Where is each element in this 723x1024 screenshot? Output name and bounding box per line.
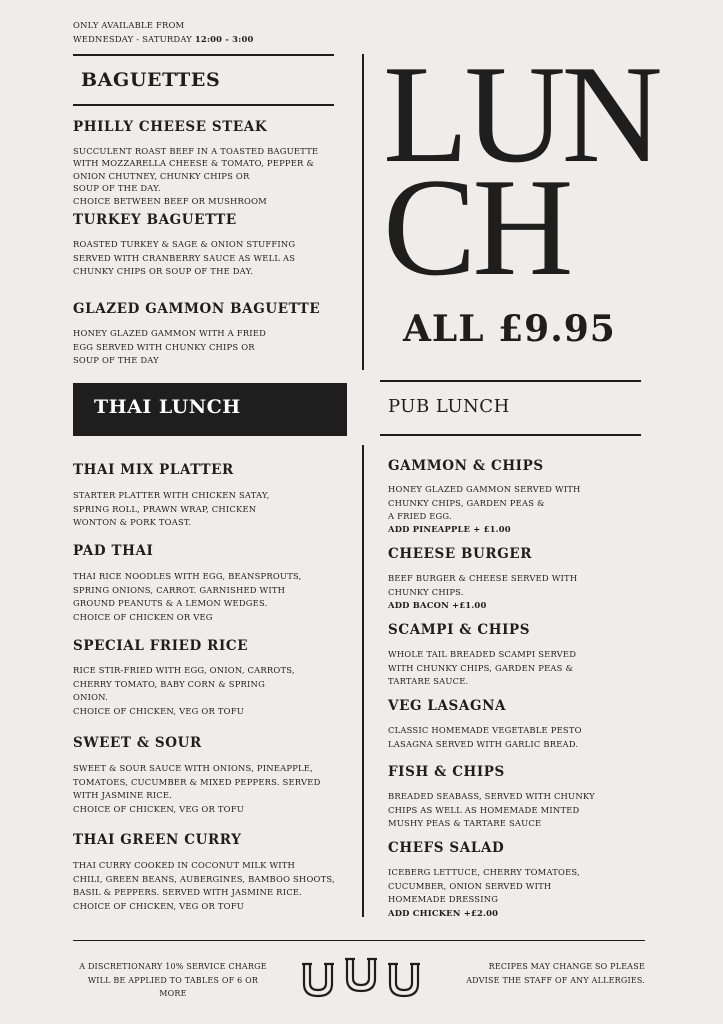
thai-title-3: SWEET & SOUR xyxy=(73,735,202,751)
availability-time: 12:00 - 3:00 xyxy=(194,34,254,44)
top-vertical-divider xyxy=(362,54,364,370)
pub-title-3: VEG LASAGNA xyxy=(388,698,507,714)
thai-title-1: PAD THAI xyxy=(73,543,154,559)
pub-desc-5: ICEBERG LETTUCE, CHERRY TOMATOES, CUCUMBER, ONION SERVED WITH HOMEMADE DRESSING xyxy=(388,867,580,905)
pub-title-1: CHEESE BURGER xyxy=(388,546,533,562)
pub-desc-4: BREADED SEABASS, SERVED WITH CHUNKY CHIPS AS WELL AS HOMEMADE MINTED MUSHY PEAS & TARTARE SAUCE xyxy=(388,791,595,829)
pub-extra-0: ADD PINEAPPLE + £1.00 xyxy=(388,524,511,534)
footer-left-line2: WILL BE APPLIED TO TABLES OF 6 OR MORE xyxy=(87,975,259,999)
baguettes-bottom-rule xyxy=(73,104,334,106)
footer-service-note xyxy=(73,960,273,1001)
pub-desc-1: BEEF BURGER & CHEESE SERVED WITH CHUNKY CHIPS. xyxy=(388,573,578,597)
hero-price: ALL £9.95 xyxy=(403,308,616,350)
pub-desc-3: CLASSIC HOMEMADE VEGETABLE PESTO LASAGNA SERVED WITH GARLIC BREAD. xyxy=(388,725,582,749)
availability-days: WEDNESDAY - SATURDAY xyxy=(73,34,195,44)
baguette-desc-1: ROASTED TURKEY & SAGE & ONION STUFFING SERVED WITH CRANBERRY SAUCE AS WELL AS CHUNKY CHIPS OR SOUP OF THE DAY. xyxy=(73,239,296,277)
thai-title-0: THAI MIX PLATTER xyxy=(73,462,234,478)
thai-desc-0: STARTER PLATTER WITH CHICKEN SATAY, SPRING ROLL, PRAWN WRAP, CHICKEN WONTON & PORK TOAST. xyxy=(73,490,270,528)
baguette-desc-2: HONEY GLAZED GAMMON WITH A FRIED EGG SERVED WITH CHUNKY CHIPS OR SOUP OF THE DAY xyxy=(73,328,266,366)
thai-desc-3: SWEET & SOUR SAUCE WITH ONIONS, PINEAPPLE, TOMATOES, CUCUMBER & MIXED PEPPERS. SERVED WITH JASMINE RICE. CHOICE OF CHICKEN, VEG OR TOFU xyxy=(73,763,321,814)
availability-line1: ONLY AVAILABLE FROM xyxy=(73,20,185,30)
footer-rule xyxy=(73,940,645,941)
availability-note xyxy=(73,18,254,46)
thai-desc-1: THAI RICE NOODLES WITH EGG, BEANSPROUTS, SPRING ONIONS, CARROT. GARNISHED WITH GROUND PEANUTS & A LEMON WEDGES. CHOICE OF CHICKEN OR VEG xyxy=(73,571,302,622)
pub-extra-5: ADD CHICKEN +£2.00 xyxy=(388,908,499,918)
thai-title-4: THAI GREEN CURRY xyxy=(73,832,242,848)
thai-lunch-heading: THAI LUNCH xyxy=(94,396,241,418)
pub-title-4: FISH & CHIPS xyxy=(388,764,505,780)
pub-desc-0: HONEY GLAZED GAMMON SERVED WITH CHUNKY CHIPS, GARDEN PEAS & A FRIED EGG. xyxy=(388,484,581,522)
horseshoe-icon xyxy=(388,964,420,996)
baguettes-top-rule xyxy=(73,54,334,56)
baguettes-heading: BAGUETTES xyxy=(81,69,221,91)
pub-bottom-rule xyxy=(380,434,641,436)
thai-desc-2: RICE STIR-FRIED WITH EGG, ONION, CARROTS, CHERRY TOMATO, BABY CORN & SPRING ONION. CHOICE OF CHICKEN, VEG OR TOFU xyxy=(73,665,295,716)
hero-lunch-line2: CH xyxy=(383,150,570,305)
pub-lunch-heading: PUB LUNCH xyxy=(388,396,510,417)
hero-lunch-line1: LUN xyxy=(383,37,659,192)
pub-desc-2: WHOLE TAIL BREADED SCAMPI SERVED WITH CHUNKY CHIPS, GARDEN PEAS & TARTARE SAUCE. xyxy=(388,649,577,687)
baguette-desc-0: SUCCULENT ROAST BEEF IN A TOASTED BAGUETTE WITH MOZZARELLA CHEESE & TOMATO, PEPPER & ONION CHUTNEY, CHUNKY CHIPS OR SOUP OF THE DAY. CHOICE BETWEEN BEEF OR MUSHROOM xyxy=(73,146,319,206)
availability-line2 xyxy=(73,32,254,46)
bottom-vertical-divider xyxy=(362,445,364,917)
baguette-title-2: GLAZED GAMMON BAGUETTE xyxy=(73,301,321,317)
footer-right-line2: ADVISE THE STAFF OF ANY ALLERGIES. xyxy=(466,975,645,985)
thai-title-2: SPECIAL FRIED RICE xyxy=(73,638,249,654)
footer-right-line1: RECIPES MAY CHANGE SO PLEASE xyxy=(488,962,645,971)
baguette-title-0: PHILLY CHEESE STEAK xyxy=(73,119,268,135)
horseshoe-icon xyxy=(345,959,377,991)
pub-title-0: GAMMON & CHIPS xyxy=(388,458,544,474)
footer-allergy-note xyxy=(445,960,645,987)
horseshoe-icons xyxy=(298,954,424,1002)
footer-left-line1: A DISCRETIONARY 10% SERVICE CHARGE xyxy=(79,962,267,971)
pub-extra-1: ADD BACON +£1.00 xyxy=(388,600,487,610)
baguette-title-1: TURKEY BAGUETTE xyxy=(73,212,237,228)
pub-title-5: CHEFS SALAD xyxy=(388,840,505,856)
pub-title-2: SCAMPI & CHIPS xyxy=(388,622,531,638)
pub-top-rule xyxy=(380,380,641,382)
horseshoe-icon xyxy=(302,964,334,996)
thai-desc-4: THAI CURRY COOKED IN COCONUT MILK WITH CHILI, GREEN BEANS, AUBERGINES, BAMBOO SHOOTS, BASIL & PEPPERS. SERVED WITH JASMINE RICE. CHOICE OF CHICKEN, VEG OR TOFU xyxy=(73,860,335,911)
